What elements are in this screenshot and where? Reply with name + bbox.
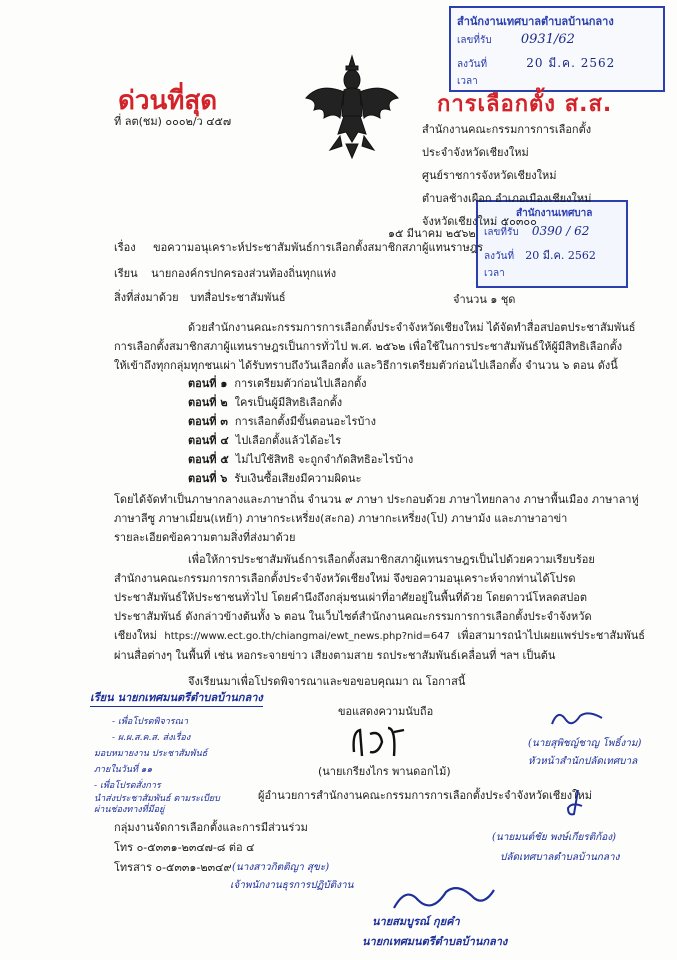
stamp-no-label: เลขที่รับ — [457, 35, 492, 46]
urgency-mark: ด่วนที่สุด — [118, 86, 218, 116]
annotation-note: - เพื่อโปรดพิจารณา — [112, 717, 189, 727]
paragraph-line: ให้เข้าถึงทุกกลุ่มทุกชนเผ่า ได้รับทราบถึงวันเลือกตั้ง และวิธีการเตรียมตัวก่อนไปเลือกตั้ง จำนวน ๖ ตอน ดังนี้ — [114, 359, 618, 372]
to-text: นายกองค์กรปกครองส่วนท้องถิ่นทุกแห่ง — [151, 267, 337, 280]
paragraph-line: ประชาสัมพันธ์ ดังกล่าวข้างต้นทั้ง ๖ ตอน ในเว็บไซต์สำนักงานคณะกรรมการการเลือกตั้งประจำจังหวัด — [114, 610, 592, 623]
deputy-position: หัวหน้าสำนักปลัดเทศบาล — [528, 756, 638, 767]
annotation-notes — [94, 714, 220, 816]
annotation-note: - เพื่อโปรดสั่งการ — [94, 781, 161, 791]
episode-list — [188, 374, 413, 488]
episode-item: ตอนที่ ๔ ไปเลือกตั้งแล้วได้อะไร — [188, 434, 342, 447]
clerk2-name: (นายมนต์ชัย พงษ์เกียรติก้อง) — [492, 832, 617, 843]
episode-item: ตอนที่ ๕ ไม่ไปใช้สิทธิ จะถูกจำกัดสิทธิอะไรบ้าง — [188, 453, 414, 466]
subject-text: ขอความอนุเคราะห์ประชาสัมพันธ์การเลือกตั้งสมาชิกสภาผู้แทนราษฎร — [153, 241, 483, 254]
clerk2-position: ปลัดเทศบาลตำบลบ้านกลาง — [500, 852, 620, 863]
letter-date: ๑๕ มีนาคม ๒๕๖๒ — [388, 227, 476, 240]
document-number: ที่ ลต(ชม) ๐๐๐๒/ว ๔๕๗ — [114, 115, 232, 128]
enclosure-text: บทสื่อประชาสัมพันธ์ — [190, 291, 286, 304]
stamp2-title: สำนักงานเทศบาล — [516, 208, 593, 219]
agency-line: ตำบลช้างเผือก อำเภอเมืองเชียงใหม่ — [422, 192, 592, 205]
director-position: ผู้อำนวยการสำนักงานคณะกรรมการการเลือกตั้งประจำจังหวัดเชียงใหม่ — [258, 789, 592, 802]
contact-tel: โทร ๐-๕๓๓๑-๒๓๔๗-๘ ต่อ ๔ — [114, 841, 255, 854]
enclosure-qty: จำนวน ๑ ชุด — [453, 293, 516, 306]
stamp-no-value: 0931/62 — [520, 32, 575, 47]
stamp-date-label: ลงวันที่ — [457, 59, 488, 70]
annotation-note: - ผ.ผ.ส.ค.ส. ส่งเรื่อง — [112, 733, 191, 743]
director-signature — [348, 722, 408, 766]
annotation-to-mayor: เรียน นายกเทศมนตรีตำบลบ้านกลาง — [90, 688, 263, 707]
stamp-title: สำนักงานเทศบาลตำบลบ้านกลาง — [457, 15, 614, 28]
receipt-stamp-top — [449, 6, 665, 92]
mayor-name: นายสมบูรณ์ กุยคำ — [372, 915, 460, 928]
annotation-note: นำส่งประชาสัมพันธ์ ตามระเบียบ — [94, 794, 220, 804]
deputy-signature — [548, 706, 608, 736]
agency-line: ศูนย์ราชการจังหวัดเชียงใหม่ — [422, 169, 557, 182]
subject-label: เรื่อง — [114, 241, 136, 254]
body-paragraph-3 — [114, 550, 645, 665]
stamp2-time-label: เวลา — [484, 268, 505, 279]
agency-line: ประจำจังหวัดเชียงใหม่ — [422, 146, 529, 159]
paragraph-line: โดยได้จัดทำเป็นภาษากลางและภาษาถิ่น จำนวน ๙ ภาษา ประกอบด้วย ภาษาไทยกลาง ภาษาพื้นเมือง ภาษาลาหู่ — [114, 493, 639, 506]
body-paragraph-2 — [114, 490, 639, 547]
closing-line: จึงเรียนมาเพื่อโปรดพิจารณาและขอขอบคุณมา ณ โอกาสนี้ — [188, 675, 466, 688]
mayor-position: นายกเทศมนตรีตำบลบ้านกลาง — [362, 935, 508, 948]
paragraph-line: ภาษาลีซู ภาษาเมี่ยน(เหย้า) ภาษากระเหรี่ยง(สะกอ) ภาษากะเหรี่ยง(โป) ภาษาม้ง และภาษาอาข่า — [114, 512, 568, 525]
download-link[interactable]: https://www.ect.go.th/chiangmai/ewt_news.php?nid=647 — [164, 631, 450, 642]
stamp2-no-value: 0390 / 62 — [531, 224, 590, 238]
enclosure-label: สิ่งที่ส่งมาด้วย — [114, 291, 179, 304]
agency-address — [422, 118, 591, 233]
paragraph-line: การเลือกตั้งสมาชิกสภาผู้แทนราษฎรเป็นการทั่วไป พ.ศ. ๒๕๖๒ เพื่อใช้ในการประชาสัมพันธ์ให้ผู้มีสิทธิเลือกตั้ง — [114, 340, 623, 353]
paragraph-line: ผ่านสื่อต่างๆ ในพื้นที่ เช่น หอกระจายข่าว เสียงตามสาย รถประชาสัมพันธ์เคลื่อนที่ ฯลฯ เป็นต้น — [114, 649, 556, 662]
clerk2-signature — [560, 786, 590, 824]
stamp-time-label: เวลา — [457, 76, 478, 87]
episode-item: ตอนที่ ๒ ใครเป็นผู้มีสิทธิเลือกตั้ง — [188, 396, 343, 409]
episode-item: ตอนที่ ๖ รับเงินซื้อเสียงมีความผิดนะ — [188, 472, 362, 485]
clerk-position: เจ้าพนักงานธุรการปฏิบัติงาน — [230, 880, 354, 891]
stamp2-date-label: ลงวันที่ — [484, 251, 515, 262]
stamp2-no-label: เลขที่รับ — [484, 227, 519, 238]
enclosure-line — [114, 290, 286, 305]
agency-line: จังหวัดเชียงใหม่ ๕๐๓๐๐ — [422, 215, 537, 228]
episode-item: ตอนที่ ๑ การเตรียมตัวก่อนไปเลือกตั้ง — [188, 377, 367, 390]
paragraph-line: รายละเอียดข้อความตามสิ่งที่ส่งมาด้วย — [114, 531, 296, 544]
contact-fax: โทรสาร ๐-๕๓๓๑-๒๓๔๙ — [114, 861, 232, 874]
to-line — [114, 266, 336, 281]
deputy-name: (นายสุพิชญ์ชาญ โพธิ์งาม) — [528, 738, 642, 749]
director-name: (นายเกรียงไกร พานดอกไม้) — [318, 765, 451, 778]
clerk-name: (นางสาวกิตติญา สุขะ) — [232, 862, 330, 873]
stamp-date-value: 20 มี.ค. 2562 — [526, 56, 616, 70]
paragraph-line: สำนักงานคณะกรรมการการเลือกตั้งประจำจังหวัดเชียงใหม่ จึงขอความอนุเคราะห์จากท่านได้โปรด — [114, 572, 576, 585]
paragraph-line: ด้วยสำนักงานคณะกรรมการการเลือกตั้งประจำจังหวัดเชียงใหม่ ได้จัดทำสื่อสปอตประชาสัมพันธ์ — [188, 321, 636, 334]
subject-line — [114, 240, 483, 255]
election-mark: การเลือกตั้ง ส.ส. — [437, 92, 613, 117]
garuda-emblem — [300, 52, 404, 162]
annotation-note: ผ่านช่องทางที่มีอยู่ — [94, 805, 165, 815]
paragraph-line-url: เชียงใหม่ https://www.ect.go.th/chiangmai/ewt_news.php?nid=647 เพื่อสามารถนำไปเผยแพร่ประชาสัมพันธ์ — [114, 629, 645, 642]
episode-item: ตอนที่ ๓ การเลือกตั้งมีขั้นตอนอะไรบ้าง — [188, 415, 376, 428]
annotation-note: มอบหมายงาน ประชาสัมพันธ์ — [94, 749, 208, 759]
contact-dept: กลุ่มงานจัดการเลือกตั้งและการมีส่วนร่วม — [114, 821, 308, 834]
agency-line: สำนักงานคณะกรรมการการเลือกตั้ง — [422, 123, 592, 136]
body-paragraph-1 — [114, 318, 635, 375]
paragraph-line: ประชาสัมพันธ์ให้ประชาชนทั่วไป โดยคำนึงถึงกลุ่มชนเผ่าที่อาศัยอยู่ในพื้นที่ด้วย โดยดาวน์โหลดสปอต — [114, 591, 588, 604]
paragraph-line: เพื่อให้การประชาสัมพันธ์การเลือกตั้งสมาชิกสภาผู้แทนราษฎรเป็นไปด้วยความเรียบร้อย — [188, 553, 595, 566]
regards: ขอแสดงความนับถือ — [338, 705, 434, 718]
annotation-note: ภายในวันที่ ๑๑ — [94, 765, 153, 775]
to-label: เรียน — [114, 267, 138, 280]
stamp2-date-value: 20 มี.ค. 2562 — [525, 249, 596, 262]
